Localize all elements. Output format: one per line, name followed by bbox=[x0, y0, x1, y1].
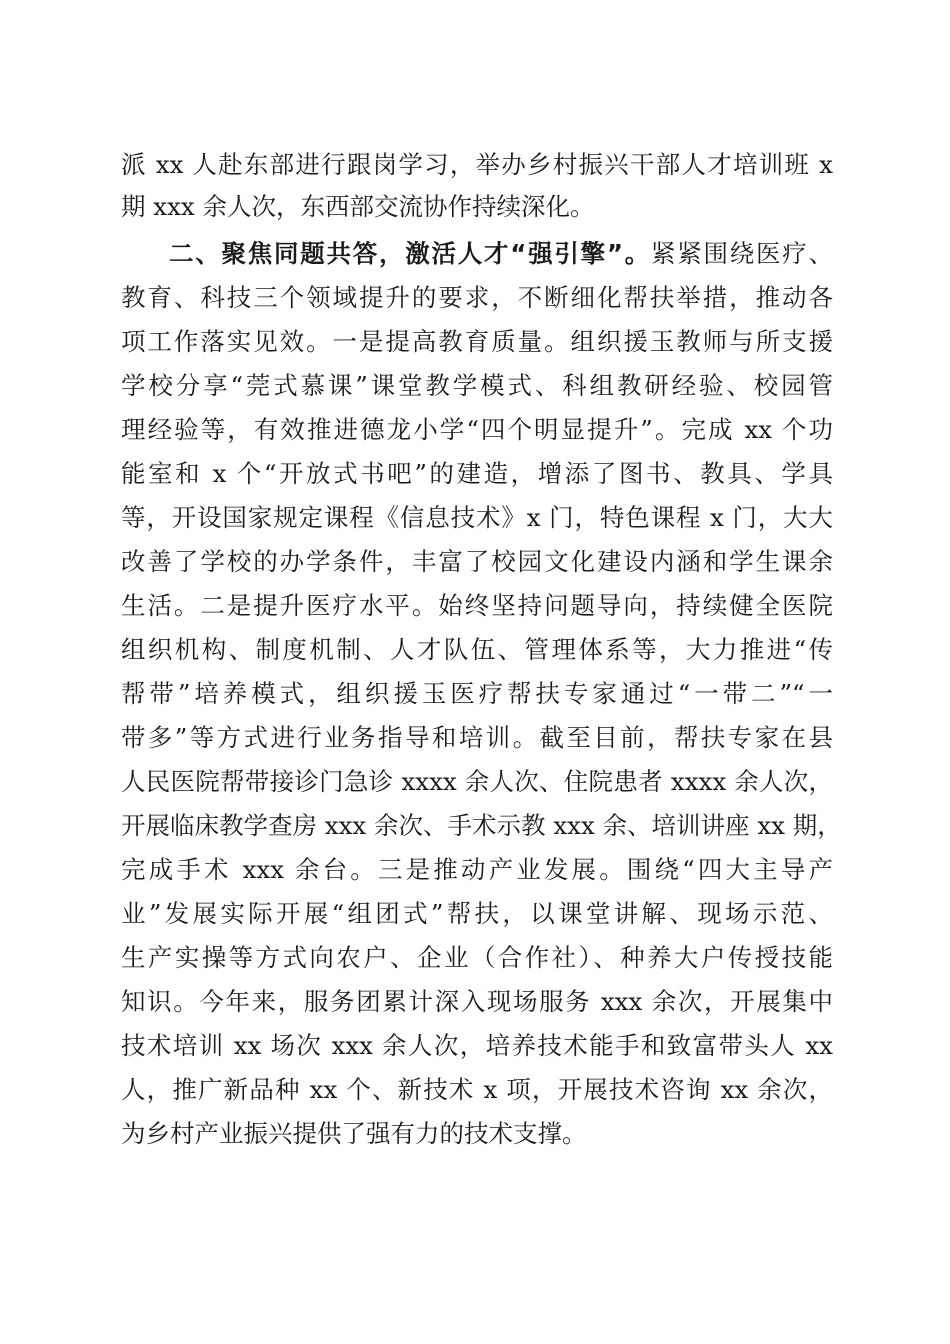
paragraph-2-line: 业”发展实际开展“组团式”帮扶，以课堂讲解、现场示范、 bbox=[121, 899, 833, 928]
paragraph-2-line: 学校分享“莞式慕课”课堂教学模式、科组教研经验、校园管 bbox=[121, 371, 833, 400]
paragraph-1-line-1: 派 xx 人赴东部进行跟岗学习，举办乡村振兴干部人才培训班 x bbox=[121, 150, 833, 179]
paragraph-2-line: 理经验等，有效推进德龙小学“四个明显提升”。完成 xx 个功 bbox=[121, 415, 833, 444]
paragraph-2-line: 教育、科技三个领域提升的要求，不断细化帮扶举措，推动各 bbox=[121, 283, 833, 312]
paragraph-1-line-2: 期 xxx 余人次，东西部交流协作持续深化。 bbox=[121, 192, 595, 221]
paragraph-2-line: 项工作落实见效。一是提高教育质量。组织援玉教师与所支援 bbox=[121, 327, 833, 356]
paragraph-2-line: 改善了学校的办学条件，丰富了校园文化建设内涵和学生课余 bbox=[121, 547, 833, 576]
paragraph-2-line: 人，推广新品种 xx 个、新技术 x 项，开展技术咨询 xx 余次， bbox=[121, 1075, 833, 1104]
paragraph-2-line: 帮带”培养模式，组织援玉医疗帮扶专家通过“一带二”“一 bbox=[121, 679, 833, 708]
paragraph-2-line: 生产实操等方式向农户、企业（合作社）、种养大户传授技能 bbox=[121, 943, 833, 972]
paragraph-2-line-1 bbox=[169, 234, 833, 274]
paragraph-2-line: 生活。二是提升医疗水平。始终坚持问题导向，持续健全医院 bbox=[121, 591, 833, 620]
paragraph-2-line: 能室和 x 个“开放式书吧”的建造，增添了图书、教具、学具 bbox=[121, 459, 833, 488]
paragraph-2-line-last: 为乡村产业振兴提供了强有力的技术支撑。 bbox=[121, 1119, 587, 1148]
paragraph-2-line: 带多”等方式进行业务指导和培训。截至目前，帮扶专家在县 bbox=[121, 723, 833, 752]
section-heading: 二、聚焦同题共答，激活人才“强引擎”。 bbox=[169, 239, 651, 268]
paragraph-2-line: 组织机构、制度机制、人才队伍、管理体系等，大力推进“传 bbox=[121, 635, 833, 664]
paragraph-2-line: 知识。今年来，服务团累计深入现场服务 xxx 余次，开展集中 bbox=[121, 987, 833, 1016]
paragraph-2-line-1-text: 紧紧围绕医疗、 bbox=[651, 239, 834, 268]
paragraph-2-line: 完成手术 xxx 余台。三是推动产业发展。围绕“四大主导产 bbox=[121, 855, 833, 884]
paragraph-2-line: 开展临床教学查房 xxx 余次、手术示教 xxx 余、培训讲座 xx 期， bbox=[121, 811, 842, 840]
paragraph-2-line: 等，开设国家规定课程《信息技术》x 门，特色课程 x 门，大大 bbox=[121, 503, 833, 532]
paragraph-2-line: 人民医院帮带接诊门急诊 xxxx 余人次、住院患者 xxxx 余人次， bbox=[121, 767, 833, 796]
paragraph-2-line: 技术培训 xx 场次 xxx 余人次，培养技术能手和致富带头人 xx bbox=[121, 1031, 833, 1060]
